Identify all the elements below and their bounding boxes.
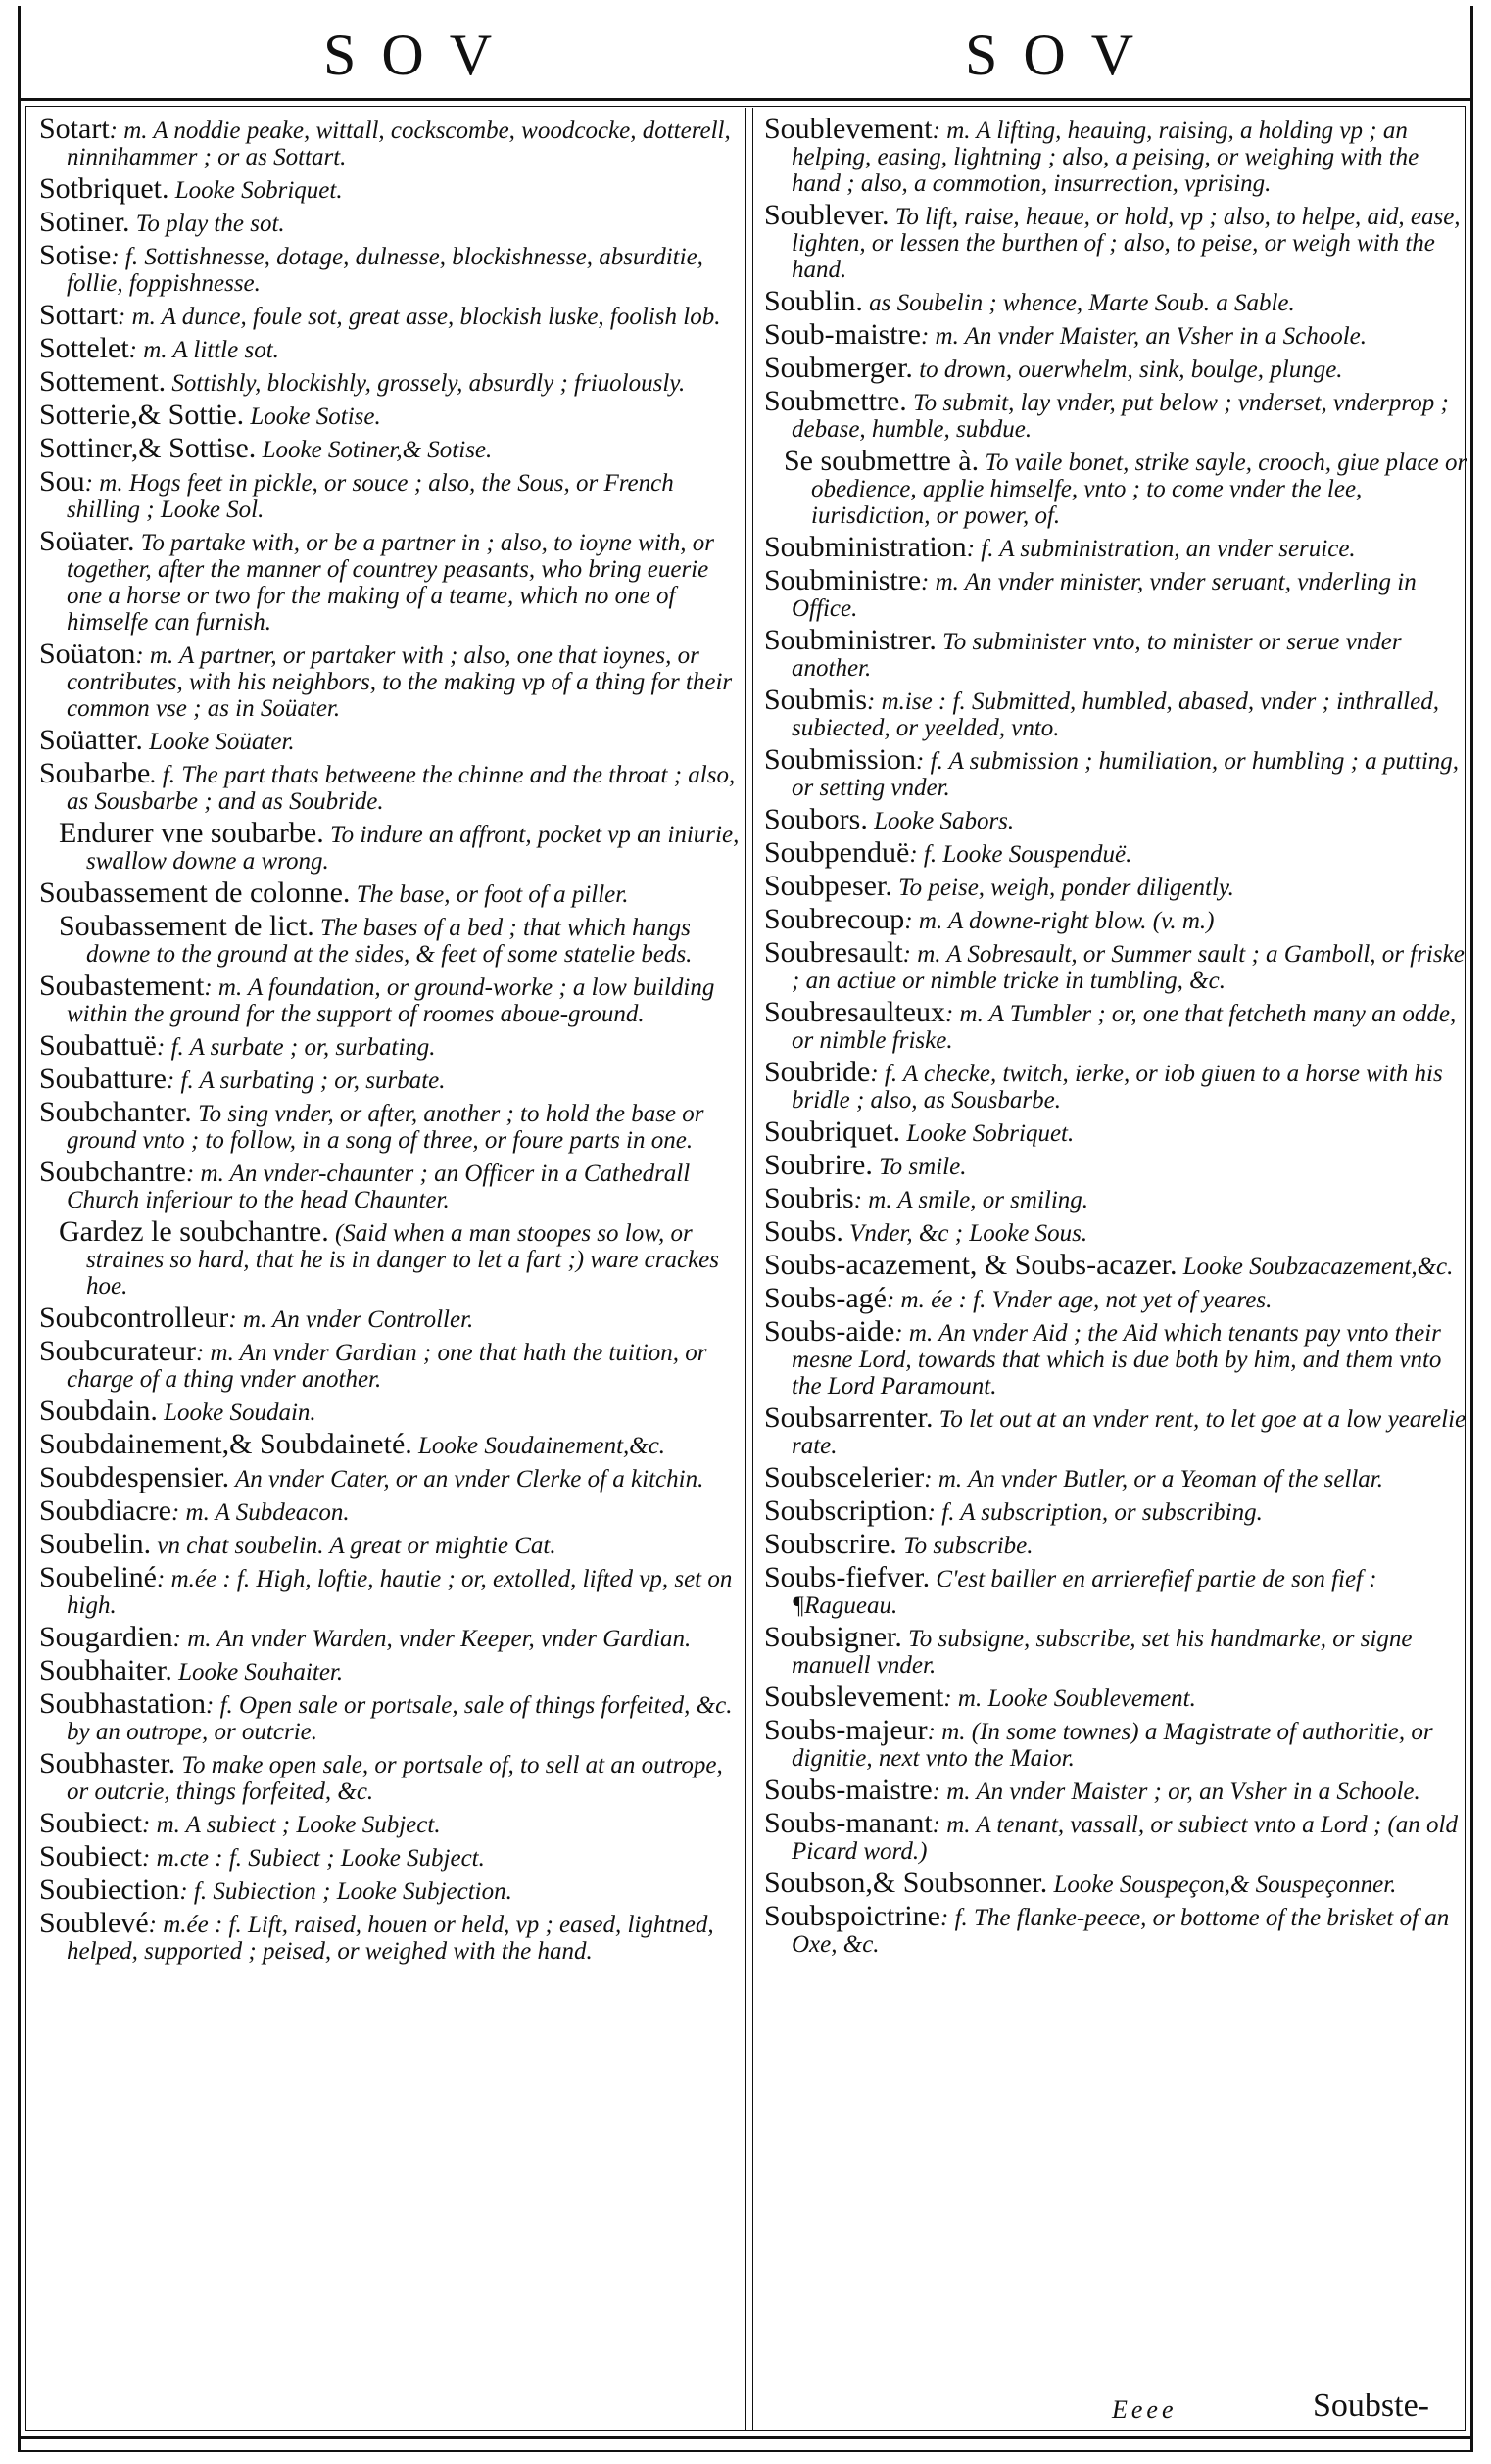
gloss: Looke Sabors. bbox=[867, 808, 1015, 834]
headword: Soubcurateur bbox=[39, 1335, 196, 1367]
headword: Soubscrire. bbox=[764, 1528, 897, 1560]
gloss: To sing vnder, or after, another ; to hold the base or ground vnto ; to follow, in a song of three, or foure parts in one. bbox=[67, 1101, 704, 1154]
gloss: Looke Soudainement,&c. bbox=[411, 1433, 666, 1459]
gloss: To peise, weigh, ponder diligently. bbox=[891, 875, 1234, 901]
gloss: : m. An vnder Gardian ; one that hath the tuition, or charge of a thing vnder another. bbox=[67, 1340, 707, 1393]
headword: Soubspoictrine bbox=[764, 1900, 940, 1932]
headword: Soubdespensier. bbox=[39, 1461, 230, 1493]
dictionary-entry bbox=[39, 1335, 745, 1393]
gloss: : f. A surbate ; or, surbating. bbox=[157, 1034, 436, 1061]
headword: Soubsarrenter. bbox=[764, 1401, 934, 1434]
gloss: : f. A subscription, or subscribing. bbox=[927, 1499, 1263, 1526]
headword: Soubs-acazement, & Soubs-acazer. bbox=[764, 1249, 1178, 1281]
dictionary-entry bbox=[764, 803, 1469, 835]
gloss: : m. A tenant, vassall, or subiect vnto a Lord ; (an old Picard word.) bbox=[792, 1812, 1458, 1865]
headword: Soublevement bbox=[764, 113, 933, 145]
right-column bbox=[764, 113, 1469, 1963]
headword: Se soubmettre à. bbox=[784, 445, 980, 477]
gloss: : m. Looke Soublevement. bbox=[943, 1685, 1196, 1712]
gloss: : f. A surbating ; or, surbate. bbox=[166, 1067, 446, 1094]
catchword: Soubste- bbox=[1313, 2388, 1429, 2424]
gloss: : m. A little sot. bbox=[128, 337, 279, 363]
gloss: : m. A subiect ; Looke Subject. bbox=[142, 1812, 441, 1838]
dictionary-entry bbox=[764, 113, 1469, 197]
headword: Soubresaulteux bbox=[764, 996, 945, 1028]
dictionary-entry bbox=[39, 1528, 745, 1560]
headword: Soublin. bbox=[764, 285, 863, 317]
dictionary-entry bbox=[39, 172, 745, 205]
dictionary-entry bbox=[39, 399, 745, 431]
headword: Soubrire. bbox=[764, 1149, 873, 1181]
dictionary-entry bbox=[39, 757, 745, 815]
dictionary-entry bbox=[764, 531, 1469, 563]
dictionary-entry bbox=[764, 1401, 1469, 1459]
gloss: An vnder Cater, or an vnder Clerke of a kitchin. bbox=[229, 1466, 704, 1493]
gloss: Looke Souhaiter. bbox=[171, 1659, 344, 1685]
dictionary-entry bbox=[764, 564, 1469, 622]
headword: Soubdiacre bbox=[39, 1494, 171, 1527]
gloss: : f. Open sale or portsale, sale of things forfeited, &c. by an outrope, or outcrie. bbox=[67, 1692, 733, 1745]
gloss: To submit, lay vnder, put below ; vnderset, vnderprop ; debase, humble, subdue. bbox=[792, 390, 1449, 443]
headword: Soubs-maistre bbox=[764, 1774, 933, 1806]
headword: Soubpenduë bbox=[764, 836, 910, 869]
dictionary-entry bbox=[39, 206, 745, 238]
gloss: To play the sot. bbox=[129, 211, 285, 237]
gloss: Looke Soudain. bbox=[157, 1399, 316, 1426]
gloss: To vaile bonet, strike sayle, crooch, giue place or obedience, applie himselfe, vnto ; to come vnder the lee, iurisdiction, or power, of. bbox=[811, 450, 1467, 529]
gloss: To make open sale, or portsale of, to sell at an outrope, or outcrie, things forfeited, &c. bbox=[67, 1752, 723, 1805]
headword: Soubdainement,& Soubdaineté. bbox=[39, 1428, 412, 1460]
dictionary-entry bbox=[764, 285, 1469, 317]
headword: Soubmission bbox=[764, 743, 917, 776]
gloss: : f. Subiection ; Looke Subjection. bbox=[179, 1878, 512, 1905]
dictionary-entry bbox=[39, 1096, 745, 1154]
dictionary-entry bbox=[764, 1714, 1469, 1772]
dictionary-entry bbox=[764, 743, 1469, 801]
gloss: : m. An vnder Butler, or a Yeoman of the sellar. bbox=[924, 1466, 1384, 1493]
gloss: : m. A foundation, or ground-worke ; a low building within the ground for the support of roomes aboue-ground. bbox=[67, 974, 715, 1027]
headword: Soubs-majeur bbox=[764, 1714, 928, 1746]
gloss: Looke Sotise. bbox=[244, 403, 381, 430]
gloss: To subscribe. bbox=[896, 1533, 1034, 1559]
headword: Soubrecoup bbox=[764, 903, 905, 935]
headword: Soubriquet. bbox=[764, 1115, 901, 1148]
gloss: to drown, ouerwhelm, sink, boulge, plunge. bbox=[912, 356, 1343, 383]
gloss: To let out at an vnder rent, to let goe at a low yearelie rate. bbox=[792, 1406, 1467, 1459]
dictionary-entry bbox=[764, 1867, 1469, 1899]
headword: Soubastement bbox=[39, 970, 205, 1002]
gloss: : f. A submission ; humiliation, or humbling ; a putting, or setting vnder. bbox=[792, 748, 1460, 801]
dictionary-entry bbox=[39, 113, 745, 170]
gloss: : m. A dunce, foule sot, great asse, blockish luske, foolish lob. bbox=[118, 304, 721, 330]
dictionary-entry bbox=[39, 1494, 745, 1527]
gloss: : m.ée : f. High, loftie, hautie ; or, extolled, lifted vp, set on high. bbox=[67, 1566, 733, 1619]
dictionary-entry bbox=[39, 817, 745, 875]
headword: Soubelin. bbox=[39, 1528, 152, 1560]
dictionary-entry bbox=[764, 1900, 1469, 1958]
headword: Soubmerger. bbox=[764, 352, 913, 384]
gloss: : m.ée : f. Lift, raised, houen or held, vp ; eased, lightned, helped, supported ; peised, or weighed with the hand. bbox=[67, 1912, 714, 1965]
dictionary-entry bbox=[764, 836, 1469, 869]
dictionary-entry bbox=[764, 1115, 1469, 1148]
gloss: Sottishly, blockishly, grossely, absurdly ; friuolously. bbox=[166, 370, 686, 397]
dictionary-entry bbox=[764, 445, 1469, 529]
headword: Soubors. bbox=[764, 803, 868, 835]
dictionary-entry bbox=[764, 1249, 1469, 1281]
headword: Soubeliné bbox=[39, 1561, 157, 1593]
gloss: : m. A Subdeacon. bbox=[170, 1499, 350, 1526]
gloss: : m.ise : f. Submitted, humbled, abased, vnder ; inthralled, subiected, or yeelded, vnto. bbox=[792, 688, 1439, 741]
dictionary-entry bbox=[764, 1282, 1469, 1314]
dictionary-entry bbox=[764, 903, 1469, 935]
gloss: : m. A Sobresault, or Summer sault ; a Gamboll, or friske ; an actiue or nimble tricke in tumbling, &c. bbox=[792, 941, 1465, 994]
dictionary-entry bbox=[39, 724, 745, 756]
headword: Sottiner,& Sottise. bbox=[39, 432, 257, 464]
gloss: To partake with, or be a partner in ; also, to ioyne with, or together, after the manner of countrey peasants, who bring euerie one a horse or two for the making of a teame, which no one of himselfe can furnish. bbox=[67, 530, 714, 636]
header-frame bbox=[18, 6, 1473, 98]
dictionary-entry bbox=[39, 332, 745, 364]
headword: Soubmettre. bbox=[764, 385, 907, 417]
headword: Sou bbox=[39, 465, 85, 498]
dictionary-entry bbox=[764, 1774, 1469, 1806]
headword: Soubhastation bbox=[39, 1687, 206, 1720]
headword: Soüaton bbox=[39, 638, 136, 670]
gloss: : m. ée : f. Vnder age, not yet of yeares. bbox=[886, 1287, 1273, 1313]
gloss: : m. An vnder minister, vnder seruant, vnderling in Office. bbox=[792, 569, 1417, 622]
gloss: : m.cte : f. Subiect ; Looke Subject. bbox=[142, 1845, 485, 1872]
dictionary-entry bbox=[39, 972, 745, 1027]
headword: Soubiection bbox=[39, 1873, 180, 1906]
dictionary-entry bbox=[39, 525, 745, 636]
gloss: To indure an affront, pocket vp an iniurie, swallow downe a wrong. bbox=[86, 822, 740, 875]
headword: Gardez le soubchantre. bbox=[59, 1215, 329, 1248]
headword: Soublevé bbox=[39, 1907, 149, 1939]
dictionary-entry bbox=[39, 1654, 745, 1686]
dictionary-entry bbox=[764, 624, 1469, 682]
headword: Sotiner. bbox=[39, 206, 130, 238]
gloss: : f. A checke, twitch, ierke, or iob giuen to a horse with his bridle ; also, as Sousbarbe. bbox=[792, 1061, 1443, 1114]
gloss: : m. A noddie peake, wittall, cockscombe, woodcocke, dotterell, ninnihammer ; or as Sottart. bbox=[67, 118, 731, 170]
headword: Soubiect bbox=[39, 1807, 142, 1839]
gloss: : m. Hogs feet in pickle, or souce ; also, the Sous, or French shilling ; Looke Sol. bbox=[67, 470, 674, 523]
gloss: Looke Soüater. bbox=[142, 729, 295, 755]
headword: Soubs. bbox=[764, 1215, 843, 1248]
headword: Soubris bbox=[764, 1182, 854, 1214]
dictionary-entry bbox=[39, 365, 745, 398]
headword: Sottement. bbox=[39, 365, 167, 398]
gloss: : m. (In some townes) a Magistrate of authoritie, or dignitie, next vnto the Maior. bbox=[792, 1719, 1433, 1772]
gloss: To lift, raise, heaue, or hold, vp ; also, to helpe, aid, ease, lighten, or lessen the burthen of ; also, to peise, or weigh with the hand. bbox=[792, 204, 1461, 283]
dictionary-entry bbox=[39, 1428, 745, 1460]
headword: Soubmis bbox=[764, 684, 868, 716]
headword: Soubcontrolleur bbox=[39, 1302, 229, 1334]
headword: Soubiect bbox=[39, 1840, 142, 1872]
gloss: The base, or foot of a piller. bbox=[350, 881, 629, 908]
headword: Soubassement de lict. bbox=[59, 910, 314, 942]
dictionary-entry bbox=[764, 385, 1469, 443]
dictionary-entry bbox=[764, 870, 1469, 902]
headword: Sotise bbox=[39, 239, 112, 271]
footer-frame bbox=[18, 2439, 1473, 2452]
headword: Soüatter. bbox=[39, 724, 143, 756]
dictionary-entry bbox=[39, 239, 745, 297]
dictionary-entry bbox=[764, 1561, 1469, 1619]
gloss: : m. An vnder Warden, vnder Keeper, vnder Gardian. bbox=[172, 1626, 692, 1652]
headword: Soüater. bbox=[39, 525, 135, 557]
headword: Soubpeser. bbox=[764, 870, 892, 902]
gloss: : m. An vnder-chaunter ; an Officer in a Cathedrall Church inferiour to the head Chaunter. bbox=[67, 1161, 691, 1213]
gloss: : f. Looke Souspenduë. bbox=[909, 841, 1132, 868]
dictionary-entry bbox=[39, 1461, 745, 1493]
headword: Soubassement de colonne. bbox=[39, 877, 351, 909]
gloss: Looke Sotiner,& Sotise. bbox=[256, 437, 493, 463]
gloss: : m. A partner, or partaker with ; also, one that ioynes, or contributes, with his neighbors, to the making vp of a thing for their common vse ; as in Soüater. bbox=[67, 642, 733, 722]
gloss: Vnder, &c ; Looke Sous. bbox=[842, 1220, 1088, 1247]
headword: Soubministre bbox=[764, 564, 922, 596]
headword: Sotterie,& Sottie. bbox=[39, 399, 245, 431]
headword: Endurer vne soubarbe. bbox=[59, 817, 324, 849]
signature-mark: Eeee bbox=[1112, 2395, 1178, 2424]
dictionary-entry bbox=[764, 1182, 1469, 1214]
dictionary-entry bbox=[39, 1840, 745, 1872]
headword: Soublever. bbox=[764, 199, 890, 231]
gloss: C'est bailler en arrierefief partie de son fief : ¶Ragueau. bbox=[792, 1566, 1377, 1619]
dictionary-entry bbox=[39, 1687, 745, 1745]
column-divider bbox=[746, 108, 753, 2431]
dictionary-entry bbox=[39, 1561, 745, 1619]
dictionary-entry bbox=[764, 1461, 1469, 1493]
dictionary-entry bbox=[764, 1215, 1469, 1248]
headword: Sotart bbox=[39, 113, 110, 145]
gloss: Looke Sobriquet. bbox=[900, 1120, 1075, 1147]
gloss: : m. A Tumbler ; or, one that fetcheth many an odde, or nimble friske. bbox=[792, 1001, 1457, 1054]
dictionary-entry bbox=[764, 352, 1469, 384]
headword: Soubs-agé bbox=[764, 1282, 887, 1314]
gloss: . f. The part thats betweene the chinne and the throat ; also, as Sousbarbe ; and as Soubride. bbox=[67, 762, 736, 815]
headword: Soubdain. bbox=[39, 1395, 158, 1427]
dictionary-entry bbox=[764, 1807, 1469, 1865]
dictionary-entry bbox=[39, 640, 745, 722]
headword: Soubministrer. bbox=[764, 624, 937, 656]
dictionary-entry bbox=[764, 318, 1469, 351]
dictionary-entry bbox=[764, 1621, 1469, 1679]
dictionary-entry bbox=[764, 936, 1469, 994]
headword: Soubarbe bbox=[39, 757, 151, 789]
dictionary-entry bbox=[39, 910, 745, 968]
headword: Soubs-fiefver. bbox=[764, 1561, 931, 1593]
gloss: Looke Souspeçon,& Souspeçonner. bbox=[1047, 1872, 1397, 1898]
dictionary-entry bbox=[39, 879, 745, 908]
headword: Soubhaiter. bbox=[39, 1654, 172, 1686]
headword: Sougardien bbox=[39, 1621, 173, 1653]
dictionary-entry bbox=[39, 1395, 745, 1427]
gloss: : m. An vnder Controller. bbox=[228, 1306, 474, 1333]
dictionary-entry bbox=[39, 1063, 745, 1095]
headword: Soub-maistre bbox=[764, 318, 921, 351]
gloss: : f. A subministration, an vnder seruice. bbox=[966, 536, 1356, 562]
dictionary-entry bbox=[39, 1807, 745, 1839]
dictionary-entry bbox=[764, 1683, 1469, 1712]
headword: Soubresault bbox=[764, 936, 903, 969]
gloss: : m. A lifting, heauing, raising, a holding vp ; an helping, easing, lightning ; also, a peising, or weighing with the hand ; also, a commotion, insurrection, vprising. bbox=[792, 118, 1419, 197]
dictionary-entry bbox=[39, 465, 745, 523]
gloss: : f. The flanke-peece, or bottome of the brisket of an Oxe, &c. bbox=[792, 1905, 1450, 1958]
gloss: Looke Soubzacazement,&c. bbox=[1177, 1254, 1454, 1280]
gloss: : m. A smile, or smiling. bbox=[853, 1187, 1089, 1213]
headword: Soubscelerier bbox=[764, 1461, 925, 1493]
gloss: : m. An vnder Aid ; the Aid which tenants pay vnto their mesne Lord, towards that which is due both by him, and them vnto the Lord Paramount. bbox=[792, 1320, 1442, 1399]
headword: Soubs-aide bbox=[764, 1315, 895, 1348]
running-head-left: SOV bbox=[323, 23, 518, 87]
gloss: (Said when a man stoopes so low, or straines so hard, that he is in danger to let a fart ;) ware crackes hoe. bbox=[86, 1220, 720, 1300]
dictionary-entry bbox=[39, 1156, 745, 1213]
dictionary-entry bbox=[764, 1149, 1469, 1181]
left-column bbox=[39, 113, 745, 1969]
gloss: : m. An vnder Maister ; or, an Vsher in a Schoole. bbox=[932, 1778, 1420, 1805]
headword: Soubsigner. bbox=[764, 1621, 902, 1653]
gloss: To smile. bbox=[872, 1154, 967, 1180]
headword: Soubattuë bbox=[39, 1029, 157, 1062]
gloss: vn chat soubelin. A great or mightie Cat. bbox=[151, 1533, 556, 1559]
gloss: To subminister vnto, to minister or serue vnder another. bbox=[792, 629, 1402, 682]
gloss: Looke Sobriquet. bbox=[168, 177, 343, 204]
gloss: : f. Sottishnesse, dotage, dulnesse, blockishnesse, absurditie, follie, foppishnesse. bbox=[67, 244, 703, 297]
gloss: : m. An vnder Maister, an Vsher in a Schoole. bbox=[920, 323, 1368, 350]
headword: Soubson,& Soubsonner. bbox=[764, 1867, 1048, 1899]
headword: Soubscription bbox=[764, 1494, 928, 1527]
dictionary-entry bbox=[39, 1747, 745, 1805]
dictionary-entry bbox=[764, 1056, 1469, 1114]
headword: Soubchanter. bbox=[39, 1096, 192, 1128]
headword: Soubministration bbox=[764, 531, 967, 563]
headword: Soubhaster. bbox=[39, 1747, 176, 1779]
headword: Sottart bbox=[39, 299, 118, 331]
dictionary-entry bbox=[39, 1304, 745, 1333]
gloss: : m. A downe-right blow. (v. m.) bbox=[904, 908, 1215, 934]
dictionary-entry bbox=[39, 1621, 745, 1653]
headword: Sottelet bbox=[39, 332, 129, 364]
dictionary-entry bbox=[764, 1494, 1469, 1527]
headword: Soubs-manant bbox=[764, 1807, 933, 1839]
dictionary-entry bbox=[39, 1873, 745, 1906]
dictionary-entry bbox=[39, 1029, 745, 1062]
dictionary-entry bbox=[764, 1528, 1469, 1560]
dictionary-entry bbox=[764, 1315, 1469, 1399]
gloss: The bases of a bed ; that which hangs downe to the ground at the sides, & feet of some statelie beds. bbox=[86, 915, 693, 968]
dictionary-entry bbox=[39, 432, 745, 464]
gloss: To subsigne, subscribe, set his handmarke, or signe manuell vnder. bbox=[792, 1626, 1413, 1679]
dictionary-entry bbox=[764, 684, 1469, 741]
dictionary-entry bbox=[764, 199, 1469, 283]
dictionary-entry bbox=[39, 299, 745, 331]
gloss: as Soubelin ; whence, Marte Soub. a Sable. bbox=[862, 290, 1295, 316]
headword: Soubride bbox=[764, 1056, 871, 1088]
headword: Soubchantre bbox=[39, 1156, 186, 1188]
running-head-right: SOV bbox=[965, 23, 1160, 87]
dictionary-entry bbox=[764, 996, 1469, 1054]
headword: Soubslevement bbox=[764, 1681, 944, 1713]
headword: Sotbriquet. bbox=[39, 172, 169, 205]
headword: Soubatture bbox=[39, 1063, 167, 1095]
dictionary-entry bbox=[39, 1907, 745, 1965]
dictionary-entry bbox=[39, 1215, 745, 1300]
